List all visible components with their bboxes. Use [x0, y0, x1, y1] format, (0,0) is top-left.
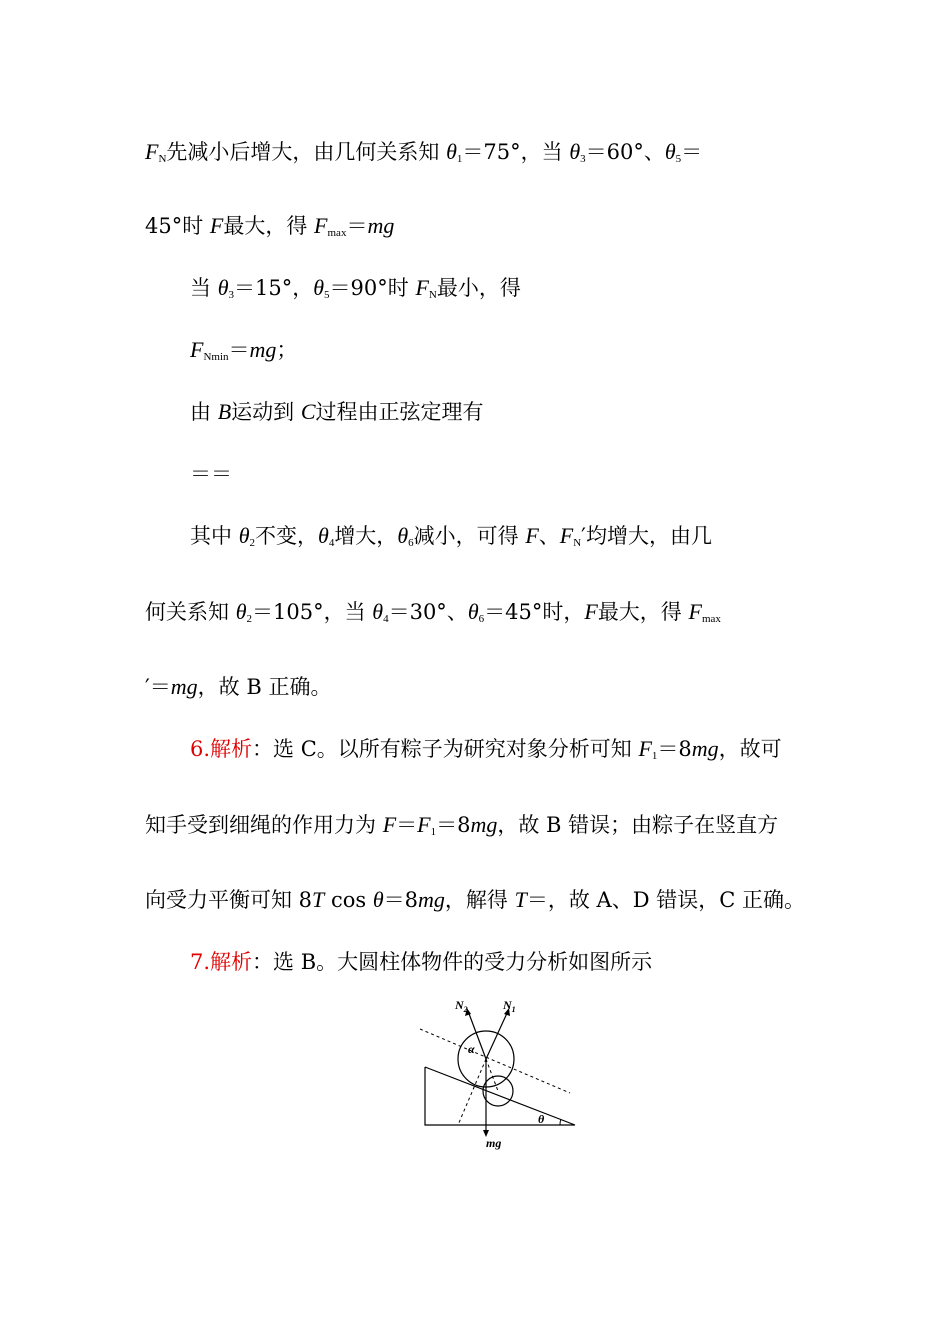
- answer-label-7: 7.解析: [190, 950, 253, 974]
- text-line-1: $F_N$先减小后增大，由几何关系知 $\theta_1=75^\circ$，当 $\theta_3=60^\circ$、$\theta_5=$: [145, 139, 703, 165]
- text-line-4: $F_{Nmin}=mg$；: [190, 337, 298, 363]
- text-line-10: 6.解析：选 C。以所有粽子为研究对象分析可知 $F_1=8mg$，故可: [190, 736, 782, 762]
- text-line-2: 45°时 F最大，得 $F_{max}=mg$: [145, 213, 395, 239]
- dashed-line-normal: [458, 1059, 486, 1125]
- answer-label-6: 6.解析: [190, 737, 253, 761]
- label-n2: $N_2$: [455, 998, 468, 1014]
- text-line-7: 其中 $\theta_2$不变，$\theta_4$增大，$\theta_6$减小，可得 F、$F_N'$均增大，由几: [190, 523, 712, 549]
- text-line-9: ′＝mg，故 B 正确。: [145, 674, 332, 699]
- label-mg: mg: [486, 1136, 502, 1150]
- text-line-5: 由 B运动到 C过程由正弦定理有: [190, 399, 484, 424]
- label-alpha: α: [468, 1042, 475, 1056]
- text-line-13: 7.解析：选 B。大圆柱体物件的受力分析如图所示: [190, 950, 653, 974]
- text-line-12: 向受力平衡可知 8T cos θ＝8mg，解得 T＝，故 A、D 错误，C 正确。: [145, 887, 805, 912]
- text-line-6: ＝＝: [190, 462, 232, 486]
- label-n1: $N_1$: [503, 998, 516, 1014]
- label-theta: θ: [538, 1112, 545, 1126]
- theta-arc: [560, 1119, 561, 1125]
- n1-force-arrow: [486, 1011, 508, 1059]
- text-line-11: 知手受到细绳的作用力为 $F=F_1=8mg$，故 B 错误；由粽子在竖直方: [145, 812, 779, 838]
- force-diagram: [410, 995, 590, 1155]
- text-line-3: 当 $\theta_3=15^\circ$，$\theta_5=90^\circ$时 $F_N$最小，得: [190, 275, 521, 301]
- text-line-8: 何关系知 $\theta_2=105^\circ$，当 $\theta_4=30^\circ$、$\theta_6=45^\circ$时，F最大，得 $F_{max}$: [145, 599, 721, 625]
